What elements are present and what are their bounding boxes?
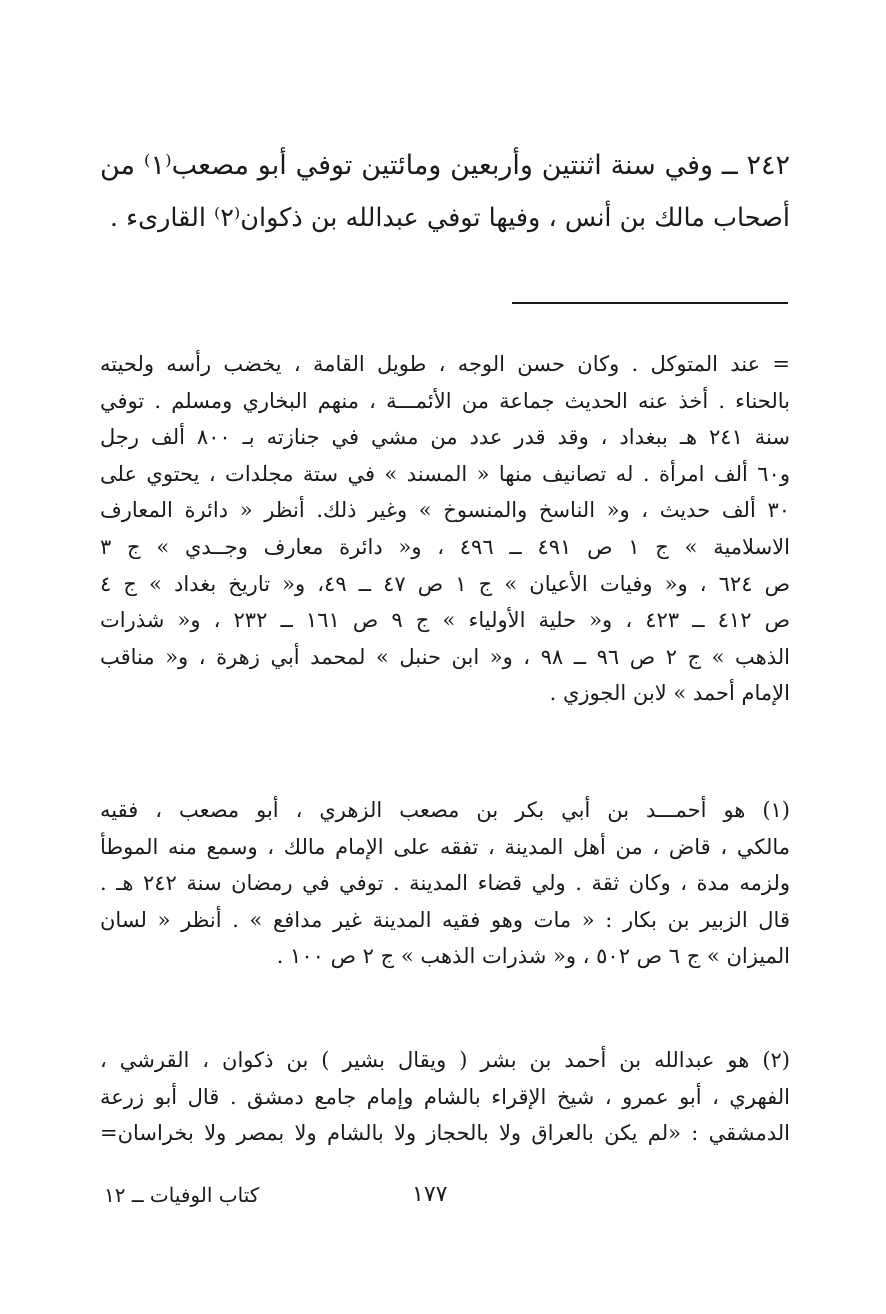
- main-entry-text: [100, 140, 790, 244]
- book-label: كتاب الوفيات ــ ١٢: [104, 1183, 260, 1207]
- footnote-line: قال الزبير بن بكار : « مات وهو فقيه المدينة غير مدافع » . أنظر « لسان: [100, 907, 790, 932]
- footnote-line: الإمام أحمد » لابن الجوزي .: [549, 681, 790, 706]
- footnote-continuation: [100, 346, 790, 712]
- footnote-line: (١) هو أحمـــد بن أبي بكر بن مصعب الزهري ، أبو مصعب ، فقيه: [100, 798, 790, 822]
- page-number: ١٧٧: [412, 1182, 448, 1207]
- footnote-line: الدمشقي : «لم يكن بالعراق ولا بالحجاز ولا بالشام ولا بمصر ولا بخراسان=: [100, 1121, 790, 1146]
- footnote-line: ص ٦٢٤ ، و« وفيات الأعيان » ج ١ ص ٤٧ ــ ٤٩، و« تاريخ بغداد » ج ٤: [100, 571, 790, 596]
- main-entry-line: ٢٤٢ ــ وفي سنة اثنتين وأربعين ومائتين توفي أبو مصعب⁽١⁾ من: [100, 150, 790, 181]
- footnote-line: ٣٠ ألف حديث ، و« الناسخ والمنسوخ » وغير ذلك. أنظر « دائرة المعارف: [100, 498, 790, 523]
- footnote-2: [100, 1042, 790, 1152]
- footnote-line: ص ٤١٢ ــ ٤٢٣ ، و« حلية الأولياء » ج ٩ ص ١٦١ ــ ٢٣٢ ، و« شذرات: [100, 608, 790, 633]
- footnote-line: مالكي ، قاض ، من أهل المدينة ، تفقه على الإمام مالك ، وسمع منه الموطأ: [100, 834, 790, 859]
- footnote-line: ولزمه مدة ، وكان ثقة . ولي قضاء المدينة . توفي في رمضان سنة ٢٤٢ هـ .: [100, 871, 790, 896]
- footnote-divider: [512, 302, 788, 304]
- footnote-line: و٦٠ ألف امرأة . له تصانيف منها « المسند » في ستة مجلدات ، يحتوي على: [100, 461, 790, 486]
- footnote-1: [100, 792, 790, 975]
- footnote-line: الميزان » ج ٦ ص ٥٠٢ ، و« شذرات الذهب » ج ٢ ص ١٠٠ .: [276, 944, 790, 969]
- footnote-line: الذهب » ج ٢ ص ٩٦ ــ ٩٨ ، و« ابن حنبل » لمحمد أبي زهرة ، و« مناقب: [100, 644, 790, 669]
- footnote-line: (٢) هو عبدالله بن أحمد بن بشر ( ويقال بشير ) بن ذكوان ، القرشي ،: [100, 1048, 790, 1072]
- footnote-line: سنة ٢٤١ هـ ببغداد ، وقد قدر عدد من مشي في جنازته بـ ٨٠٠ ألف رجل: [100, 425, 790, 450]
- footnote-line: الفهري ، أبو عمرو ، شيخ الإقراء بالشام وإمام جامع دمشق . قال أبو زرعة: [100, 1084, 790, 1109]
- main-entry-line: أصحاب مالك بن أنس ، وفيها توفي عبدالله بن ذكوان⁽٢⁾ القارىء .: [109, 203, 790, 233]
- footnote-line: = عند المتوكل . وكان حسن الوجه ، طويل القامة ، يخضب رأسه ولحيته: [100, 352, 790, 376]
- footnote-line: بالحناء . أخذ عنه الحديث جماعة من الأئمـــة ، منهم البخاري ومسلم . توفي: [100, 388, 790, 413]
- footnote-line: الاسلامية » ج ١ ص ٤٩١ ــ ٤٩٦ ، و« دائرة معارف وجــدي » ج ٣: [100, 534, 790, 559]
